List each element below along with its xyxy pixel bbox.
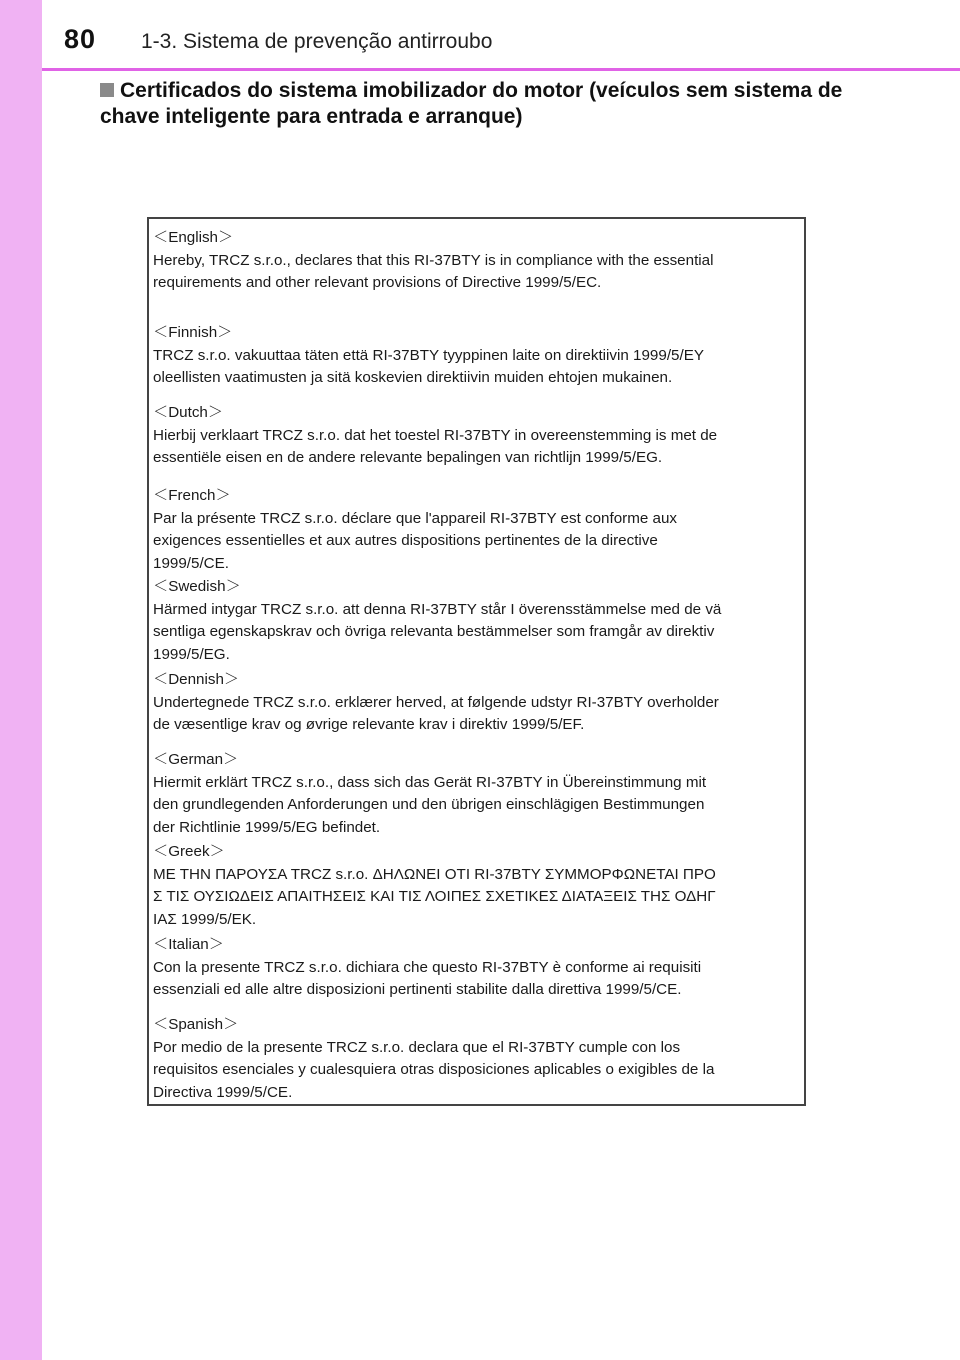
certificate-line: 1999/5/EG. (153, 645, 230, 663)
certificate-danish (153, 669, 809, 737)
certificate-line: den grundlegenden Anforderungen und den übrigen einschlägigen Bestimmungen (153, 796, 705, 813)
certificate-language: ＜Greek＞ (153, 843, 225, 860)
certificate-line: Hierbij verklaart TRCZ s.r.o. dat het toestel RI-37BTY in overeenstemming is met de (153, 426, 718, 444)
chapter-side-strip (0, 0, 42, 1360)
certificate-line: ΙΑΣ 1999/5/ΕΚ. (153, 910, 257, 928)
certificate-language: ＜French＞ (153, 487, 231, 504)
certificate-line: 1999/5/CE. (153, 554, 229, 572)
certificate-line: requirements and other relevant provisions of Directive 1999/5/EC. (153, 274, 602, 291)
certificate-line: Hereby, TRCZ s.r.o., declares that this RI-37BTY is in compliance with the essential (153, 251, 714, 269)
certificate-line: Σ ΤΙΣ ΟΥΣΙΩΔΕΙΣ ΑΠΑΙΤΗΣΕΙΣ ΚΑΙ ΤΙΣ ΛΟΙΠΕΣ ΣΧΕΤΙΚΕΣ ΔΙΑΤΑΞΕΙΣ ΤΗΣ ΟΔΗΓ (153, 888, 716, 905)
certificate-dutch (153, 402, 809, 470)
certificate-language: ＜German＞ (153, 751, 239, 768)
certificate-line: de væsentlige krav og øvrige relevante krav i direktiv 1999/5/EF. (153, 716, 585, 733)
certificate-english (153, 227, 809, 295)
certificate-language: ＜Swedish＞ (153, 578, 241, 595)
certificate-line: requisitos esenciales y cualesquiera otras disposiciones aplicables o exigibles de la (153, 1061, 715, 1078)
certificate-language: ＜Spanish＞ (153, 1016, 239, 1033)
certificate-line: ΜΕ ΤΗΝ ΠΑΡΟΥΣΑ TRCZ s.r.o. ΔΗΛΩΝΕΙ ΟΤΙ RI-37BTY ΣΥΜΜΟΡΦΩΝΕΤΑΙ ΠΡΟ (153, 865, 716, 883)
certificate-line: Undertegnede TRCZ s.r.o. erklærer herved, at følgende udstyr RI-37BTY overholder (153, 693, 719, 711)
certificate-line: TRCZ s.r.o. vakuuttaa täten että RI-37BTY tyyppinen laite on direktiivin 1999/5/EY (153, 346, 704, 364)
certificate-finnish (153, 322, 809, 390)
page-number: 80 (64, 24, 97, 54)
certificate-italian (153, 934, 809, 1002)
certificate-line: essenziali ed alle altre disposizioni pertinenti stabilite dalla direttiva 1999/5/CE. (153, 981, 682, 998)
certificate-swedish (153, 576, 809, 666)
section-heading (100, 78, 900, 130)
certificate-language: ＜Italian＞ (153, 936, 224, 953)
certificate-line: der Richtlinie 1999/5/EG befindet. (153, 818, 381, 836)
certificate-line: Por medio de la presente TRCZ s.r.o. declara que el RI-37BTY cumple con los (153, 1038, 681, 1056)
certificate-language: ＜English＞ (153, 229, 234, 246)
certificate-line: exigences essentielles et aux autres dispositions pertinentes de la directive (153, 532, 658, 549)
section-heading-line-1: Certificados do sistema imobilizador do motor (veículos sem sistema de (120, 79, 843, 102)
certificate-spanish (153, 1014, 809, 1104)
certificate-box (147, 217, 806, 1106)
certificate-line: Härmed intygar TRCZ s.r.o. att denna RI-37BTY står I överensstämmelse med de vä (153, 600, 722, 618)
certificate-french (153, 485, 809, 575)
certificate-greek (153, 841, 809, 931)
chapter-title: 1-3. Sistema de prevenção antirroubo (141, 30, 493, 53)
certificate-language: ＜Dutch＞ (153, 404, 224, 421)
certificate-line: essentiële eisen en de andere relevante bepalingen van richtlijn 1999/5/EG. (153, 449, 663, 466)
certificate-line: oleellisten vaatimusten ja sitä koskevien direktiivin muiden ehtojen mukainen. (153, 369, 673, 386)
certificate-language: ＜Finnish＞ (153, 324, 233, 341)
square-bullet-icon (100, 83, 114, 97)
certificate-line: Hiermit erklärt TRCZ s.r.o., dass sich das Gerät RI-37BTY in Übereinstimmung mit (153, 773, 707, 791)
section-heading-line-2: chave inteligente para entrada e arranque) (100, 105, 523, 128)
header-divider (42, 68, 960, 71)
certificate-language: ＜Dennish＞ (153, 671, 240, 688)
certificate-line: Con la presente TRCZ s.r.o. dichiara che questo RI-37BTY è conforme ai requisiti (153, 958, 702, 976)
certificate-line: Directiva 1999/5/CE. (153, 1083, 293, 1101)
certificate-line: Par la présente TRCZ s.r.o. déclare que l'appareil RI-37BTY est conforme aux (153, 509, 678, 527)
certificate-line: sentliga egenskapskrav och övriga relevanta bestämmelser som framgår av direktiv (153, 623, 715, 640)
certificate-german (153, 749, 809, 839)
